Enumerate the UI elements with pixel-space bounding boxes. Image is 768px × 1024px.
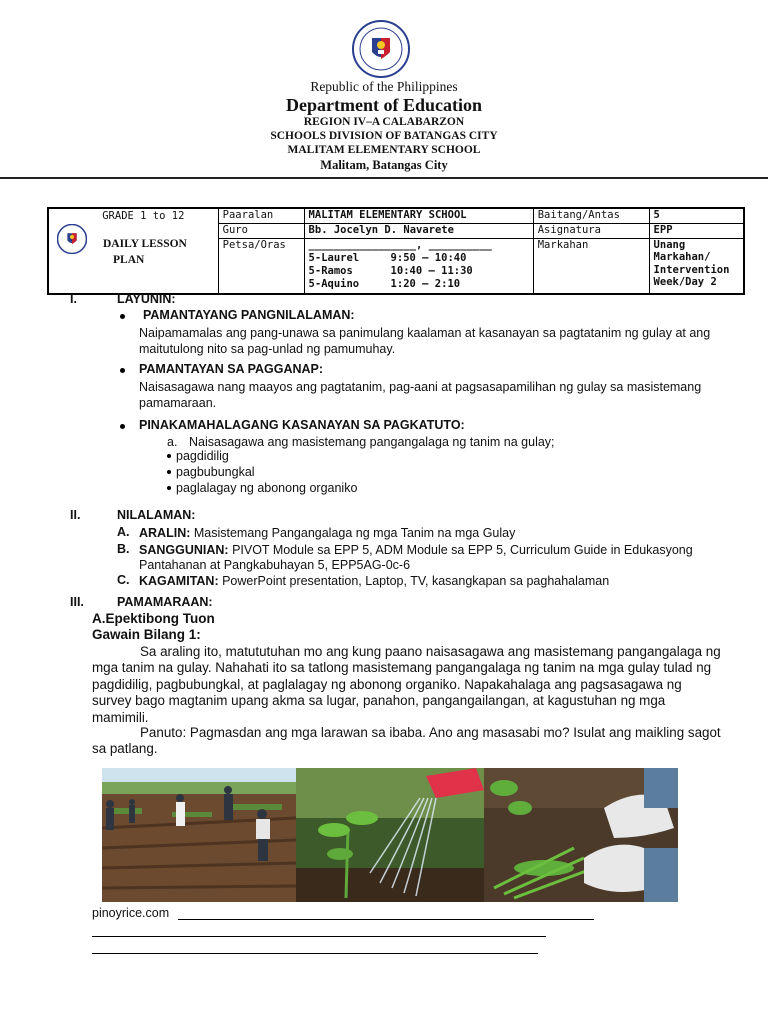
sched-row [309,278,529,291]
petsa-value [304,238,533,294]
s2-c-title: KAGAMITAN: [139,574,219,588]
s2-b-title: SANGGUNIAN: [139,543,229,557]
markahan-value: Unang Markahan/ Intervention Week/Day 2 [649,238,744,294]
markahan-label: Markahan [533,238,649,294]
b1-title: PAMANTAYANG PANGNILALAMAN: [143,308,355,322]
s2-c-label: C. [117,573,130,587]
s2-b-text2: Pantahanan at Pangkabuhayan 5, EPP5AG-0c-6 [139,558,411,572]
sched-time: 9:50 – 10:40 [390,251,467,264]
asignatura-value: EPP [649,223,744,238]
dlp-info-table [47,207,745,295]
bullet-icon [167,486,171,490]
gloved-hands-planting-photo [484,768,678,902]
dlp-title-cell [48,208,218,294]
answer-line[interactable] [178,919,594,920]
s2-b-label: B. [117,542,130,556]
bullet-icon [120,368,125,373]
asignatura-label: Asignatura [533,223,649,238]
b2-title: PAMANTAYAN SA PAGGANAP: [139,362,324,376]
deped-seal-icon [352,20,410,78]
paaralan-value: MALITAM ELEMENTARY SCHOOL [304,208,533,223]
s2-a-line [139,525,515,541]
location-line: Malitam, Batangas City [320,158,448,172]
petsa-label: Petsa/Oras [218,238,304,294]
s3-sub2: Gawain Bilang 1: [92,627,201,642]
dlp-title-line1: DAILY LESSON [103,238,187,250]
answer-line[interactable] [92,936,546,937]
b3-item: paglalagay ng abonong organiko [176,481,358,495]
deped-seal-icon [57,224,87,254]
bullet-icon [167,470,171,474]
department-line: Department of Education [286,95,482,115]
guro-label: Guro [218,223,304,238]
s3-para1: Sa araling ito, matututuhan mo ang kung paano naisasagawa ang masistemang pangangalaga ng mga tanim na gulay. Nahahati ito sa tatlong masistemang pangangalaga ng tanim na mga gulay tulad ng pagdidilig, pagbubungkal, at paglalagay ng abonong organiko. Napakahalaga ang pagsasagawa ng survey bago magtanim upang akma sa lugar, panahon, pangangailangan, at kagustuhan ng mga mamimili. [92,644,721,725]
s2-b-line [139,542,693,558]
s2-a-title: ARALIN: [139,526,191,540]
answer-line[interactable] [92,953,538,954]
sched-section: 5-Ramos [308,264,353,277]
sched-section: 5-Aquino [308,277,360,290]
b1-text: Naipamamalas ang pang-unawa sa panimulang kaalaman at kasanayan sa pagtatanim ng gulay at ang maitutulong nito sa pag-unlad ng pamumuhay. [139,326,711,356]
section2-num: II. [70,508,81,522]
b3-item: pagbubungkal [176,465,255,479]
section2-title: NILALAMAN: [117,508,196,522]
sched-row [309,252,529,265]
bullet-icon [120,424,125,429]
school-line: MALITAM ELEMENTARY SCHOOL [287,144,481,156]
dlp-title-line2: PLAN [113,254,145,266]
b3-title: PINAKAMAHALAGANG KASANAYAN SA PAGKATUTO: [139,418,465,432]
paaralan-label: Paaralan [218,208,304,223]
republic-line: Republic of the Philippines [310,79,458,94]
b3-item: pagdidilig [176,449,229,463]
division-line: SCHOOLS DIVISION OF BATANGAS CITY [270,130,498,142]
s2-a-label: A. [117,525,130,539]
s2-a-text: Masistemang Pangangalaga ng mga Tanim na mga Gulay [190,526,516,540]
s3-sub1: A.Epektibong Tuon [92,611,215,626]
b2-text: Naisasagawa nang maayos ang pagtatanim, pag-aani at pagsasapamilihan ng gulay sa masistemang pamamaraan. [139,380,702,410]
b3-a-label: a. [167,435,178,449]
sched-section: 5-Laurel [308,251,360,264]
sched-time: 10:40 – 11:30 [390,264,473,277]
bullet-icon [120,314,125,319]
region-line: REGION IV–A CALABARZON [303,116,465,128]
baitang-value: 5 [649,208,744,223]
section3-num: III. [70,595,84,609]
sched-time: 1:20 – 2:10 [390,277,461,290]
petsa-blank: _________________, __________ [308,238,492,251]
section1-title: LAYUNIN: [117,292,176,306]
section3-title: PAMAMARAAN: [117,595,213,609]
section1-num: I. [70,292,77,306]
header-divider [0,177,768,179]
farmers-field-photo [102,768,296,902]
baitang-label: Baitang/Antas [533,208,649,223]
guro-value: Bb. Jocelyn D. Navarete [304,223,533,238]
s2-c-line [139,573,609,589]
b3-a-text: Naisasagawa ang masistemang pangangalaga ng tanim na gulay; [189,435,555,449]
s2-c-text: PowerPoint presentation, Laptop, TV, kasangkapan sa paghahalaman [218,574,610,588]
s3-para2: Panuto: Pagmasdan ang mga larawan sa ibaba. Ano ang masasabi mo? Isulat ang maikling sagot sa patlang. [92,725,721,757]
grade-label: GRADE 1 to 12 [102,210,185,222]
watering-plant-photo [296,768,484,902]
bullet-icon [167,454,171,458]
photo-credit: pinoyrice.com [92,906,170,920]
sched-row [309,265,529,278]
s2-b-text: PIVOT Module sa EPP 5, ADM Module sa EPP 5, Curriculum Guide in Edukasyong [228,543,693,557]
